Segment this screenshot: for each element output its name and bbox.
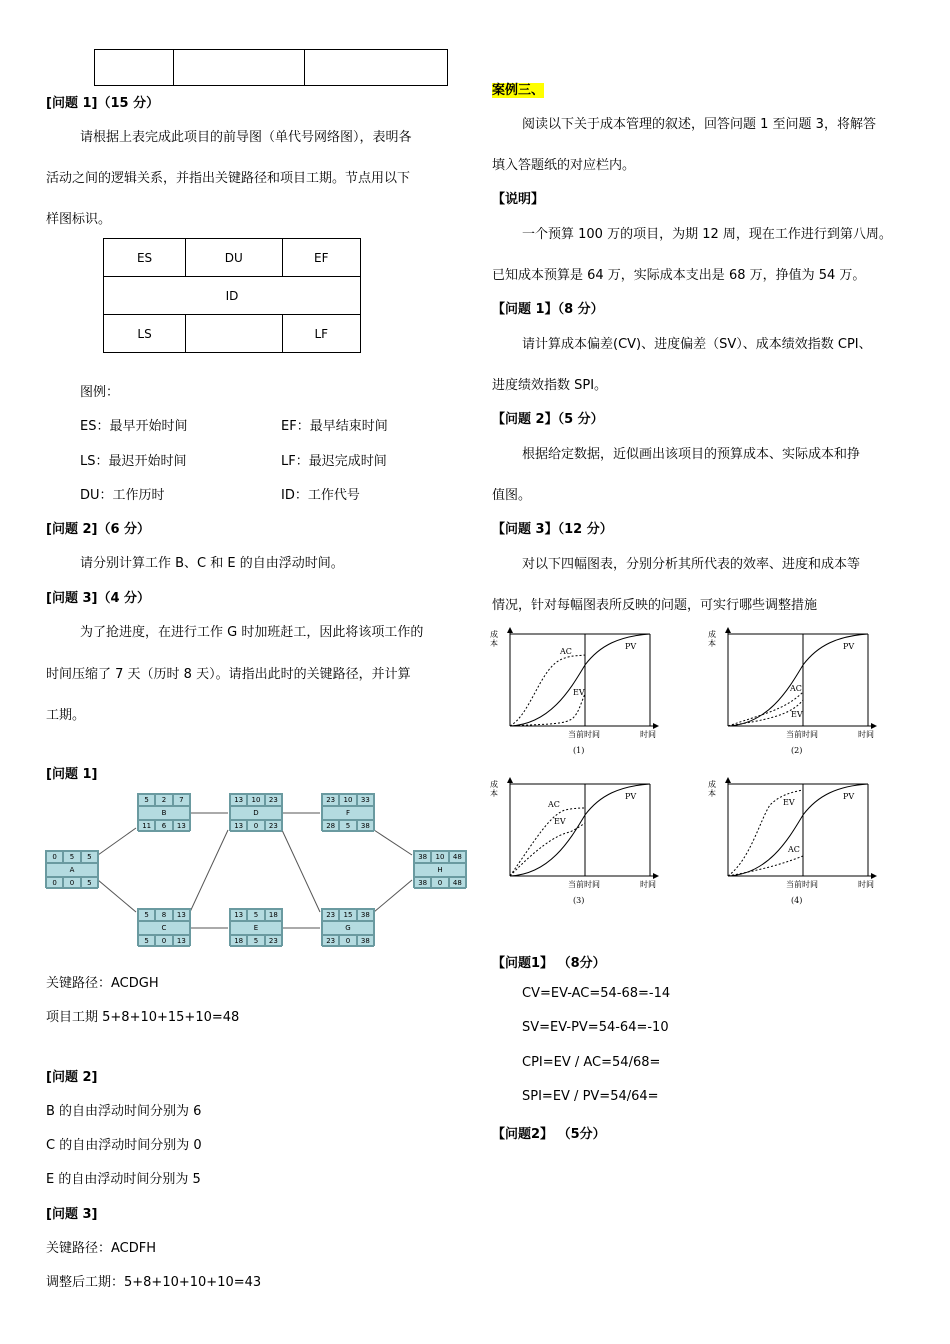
chart4-time-label: 时间 (858, 880, 874, 889)
chart3-pv-label: PV (625, 792, 637, 801)
case-title: 案例三、 (492, 83, 545, 98)
q2-heading: [问题 2]（6 分） (46, 522, 151, 537)
legend-title: 图例： (80, 385, 120, 400)
chart2-now-label: 当前时间 (786, 730, 818, 739)
chart2-ev-label: EV (791, 710, 803, 719)
sv-formula: SV=EV-PV=54-64=-10 (522, 1020, 669, 1035)
chart4-ac-label: AC (788, 845, 800, 854)
q3-text-1: 为了抢进度，在进行工作 G 时加班赶工，因此将该项工作的 (80, 625, 424, 640)
r-q2-heading: 【问题 2】（5 分） (492, 412, 604, 427)
chart4-pv-label: PV (843, 792, 855, 801)
r-q3-heading: 【问题 3】（12 分） (492, 522, 613, 537)
chart1-ylabel: 成本 (490, 630, 498, 648)
q3-heading: [问题 3]（4 分） (46, 591, 151, 606)
legend-item: LF：最迟完成时间 (281, 454, 387, 469)
answer2-b: B 的自由浮动时间分别为 6 (46, 1104, 202, 1119)
s-curve-charts (480, 620, 880, 920)
intro-text-1: 阅读以下关于成本管理的叙述，回答问题 1 至问题 3，将解答 (522, 117, 876, 132)
chart4-ylabel: 成本 (708, 780, 716, 798)
network-node-c: 5 8 13 C 5 0 13 (137, 908, 191, 946)
answer1-duration: 项目工期 5+8+10+15+10=48 (46, 1010, 240, 1025)
legend-ef: EF (282, 239, 360, 277)
answer2-heading: [问题 2] (46, 1070, 98, 1085)
r-answer2-heading: 【问题2】 （5分） (492, 1127, 606, 1142)
chart4-ev-label: EV (783, 798, 795, 807)
q1-text-1: 请根据上表完成此项目的前导图（单代号网络图），表明各 (80, 130, 412, 145)
q2-text: 请分别计算工作 B、C 和 E 的自由浮动时间。 (80, 556, 344, 571)
r-q1-text-1: 请计算成本偏差(CV)、进度偏差（SV）、成本绩效指数 CPI、 (522, 337, 872, 352)
r-q1-heading: 【问题 1】（8 分） (492, 302, 604, 317)
q3-text-2: 时间压缩了 7 天（历时 8 天）。请指出此时的关键路径，并计算 (46, 667, 411, 682)
r-q3-text-1: 对以下四幅图表，分别分析其所代表的效率、进度和成本等 (522, 557, 861, 572)
chart2-time-label: 时间 (858, 730, 874, 739)
legend-item: DU：工作历时 (80, 488, 165, 503)
q1-heading: [问题 1]（15 分） (46, 96, 160, 111)
chart4-caption: (4) (791, 896, 803, 905)
r-answer1-heading: 【问题1】 （8分） (492, 956, 606, 971)
chart3-caption: (3) (573, 896, 585, 905)
spi-formula: SPI=EV / PV=54/64= (522, 1089, 659, 1104)
network-node-e: 13 5 18 E 18 5 23 (229, 908, 283, 946)
chart2-caption: (2) (791, 746, 803, 755)
legend-du: DU (186, 239, 282, 277)
legend-es: ES (104, 239, 186, 277)
desc-text-1: 一个预算 100 万的项目，为期 12 周，现在工作进行到第八周。 (522, 227, 892, 242)
chart3-time-label: 时间 (640, 880, 656, 889)
r-q2-text-1: 根据给定数据，近似画出该项目的预算成本、实际成本和挣 (522, 447, 861, 462)
chart1-ac-label: AC (560, 647, 572, 656)
network-node-a: 0 5 5 A 0 0 5 (45, 850, 99, 888)
chart1-time-label: 时间 (640, 730, 656, 739)
chart2-ac-label: AC (790, 684, 802, 693)
chart1-ev-label: EV (573, 688, 585, 697)
answer3-duration: 调整后工期：5+8+10+10+10=43 (46, 1275, 262, 1290)
legend-item: ID：工作代号 (281, 488, 360, 503)
network-node-b: 5 2 7 B 11 6 13 (137, 793, 191, 831)
legend-item: LS：最迟开始时间 (80, 454, 187, 469)
q1-text-3: 样图标识。 (46, 212, 112, 227)
r-q2-text-2: 值图。 (492, 488, 532, 503)
network-node-d: 13 10 23 D 13 0 23 (229, 793, 283, 831)
chart1-caption: (1) (573, 746, 585, 755)
answer2-e: E 的自由浮动时间分别为 5 (46, 1172, 201, 1187)
legend-ls: LS (104, 315, 186, 353)
desc-heading: 【说明】 (492, 192, 545, 207)
r-q3-text-2: 情况，针对每幅图表所反映的问题，可实行哪些调整措施 (492, 598, 818, 613)
legend-lf: LF (282, 315, 360, 353)
cv-formula: CV=EV-AC=54-68=-14 (522, 986, 671, 1001)
legend-id: ID (104, 277, 361, 315)
answer3-critical-path: 关键路径：ACDFH (46, 1241, 157, 1256)
chart3-ev-label: EV (554, 817, 566, 826)
chart4-now-label: 当前时间 (786, 880, 818, 889)
legend-item: ES：最早开始时间 (80, 419, 188, 434)
answer1-heading: [问题 1] (46, 767, 98, 782)
answer3-heading: [问题 3] (46, 1207, 98, 1222)
q1-text-2: 活动之间的逻辑关系，并指出关键路径和项目工期。节点用以下 (46, 171, 411, 186)
network-node-f: 23 10 33 F 28 5 38 (321, 793, 375, 831)
cpi-formula: CPI=EV / AC=54/68= (522, 1055, 661, 1070)
answer2-c: C 的自由浮动时间分别为 0 (46, 1138, 202, 1153)
network-node-h: 38 10 48 H 38 0 48 (413, 850, 467, 888)
q3-text-3: 工期。 (46, 708, 86, 723)
chart1-now-label: 当前时间 (568, 730, 600, 739)
chart2-pv-label: PV (843, 642, 855, 651)
r-q1-text-2: 进度绩效指数 SPI。 (492, 378, 608, 393)
desc-text-2: 已知成本预算是 64 万，实际成本支出是 68 万，挣值为 54 万。 (492, 268, 866, 283)
chart3-ac-label: AC (548, 800, 560, 809)
chart3-ylabel: 成本 (490, 780, 498, 798)
legend-item: EF：最早结束时间 (281, 419, 388, 434)
chart1-pv-label: PV (625, 642, 637, 651)
answer1-critical-path: 关键路径：ACDGH (46, 976, 159, 991)
network-node-g: 23 15 38 G 23 0 38 (321, 908, 375, 946)
intro-text-2: 填入答题纸的对应栏内。 (492, 158, 636, 173)
chart3-now-label: 当前时间 (568, 880, 600, 889)
chart2-ylabel: 成本 (708, 630, 716, 648)
